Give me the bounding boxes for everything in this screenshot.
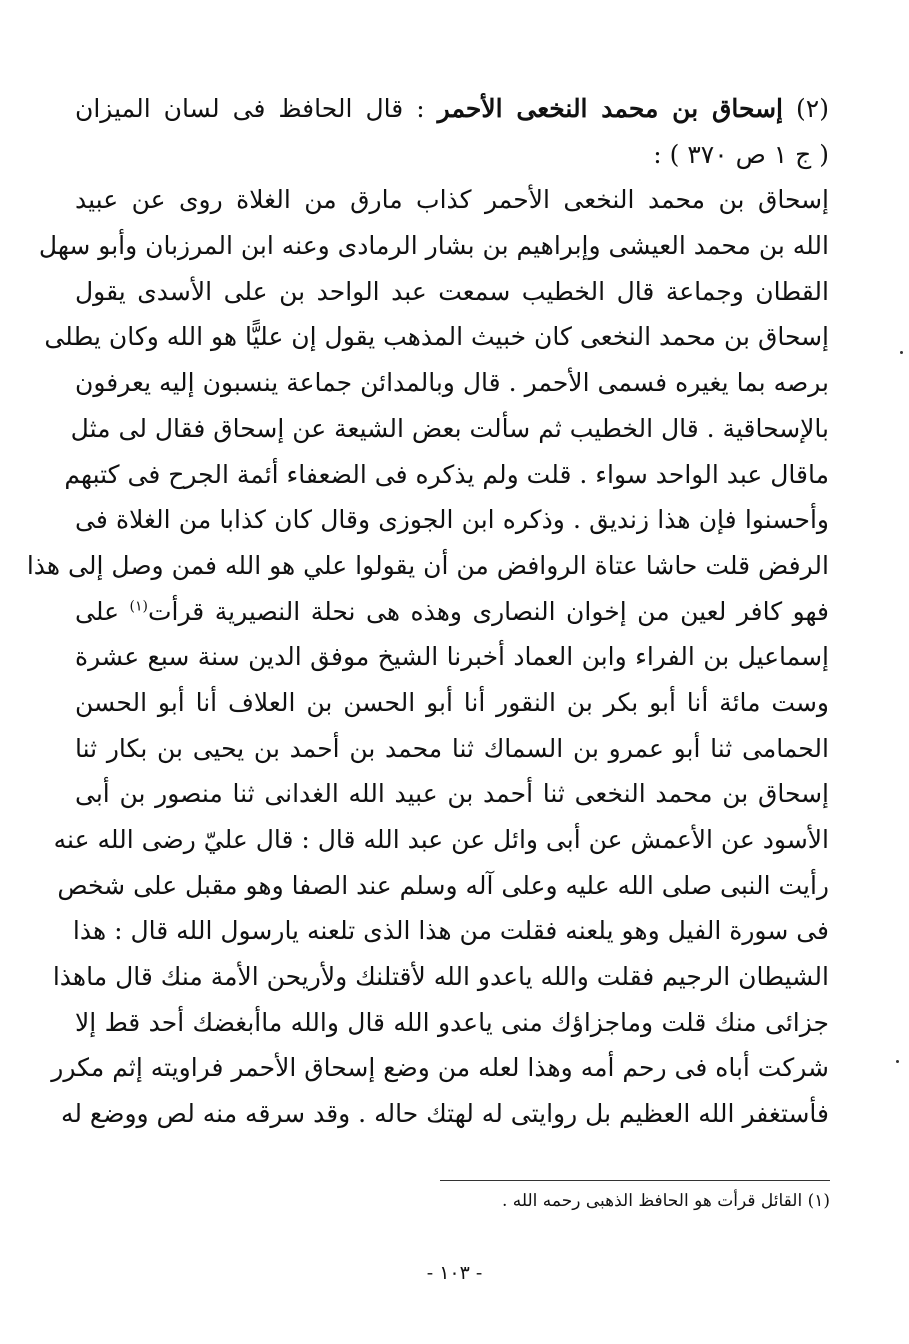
heading-number: (٢)	[796, 94, 829, 123]
footnote: (١) القائل قرأت هو الحافظ الذهبى رحمه الله .	[501, 1191, 830, 1211]
text-line: وست مائة أنا أبو بكر بن النقور أنا أبو الحسن بن العلاف أنا أبو الحسن	[75, 687, 829, 717]
text-line: شركت أباه فى رحم أمه وهذا لعله من وضع إسحاق الأحمر فراويته إثم مكرر	[51, 1053, 829, 1083]
scan-speck	[896, 1060, 899, 1063]
text-line: الشيطان الرجيم فقلت والله ياعدو الله لأقتلنك ولأريحن الأمة منك قال ماهذا	[52, 962, 829, 992]
text-line: برصه بما يغيره فسمى الأحمر . قال وبالمدائن جماعة ينسبون إليه يعرفون	[75, 368, 829, 398]
main-text	[26, 86, 829, 1137]
heading-rest: : قال الحافظ فى لسان الميزان	[75, 94, 425, 123]
text-line: جزائى منك قلت وماجزاؤك منى ياعدو الله قال والله ماأبغضك أحد قط إلا	[75, 1007, 829, 1037]
text-line: إسحاق بن محمد النخعى الأحمر كذاب مارق من الغلاة روى عن عبيد	[75, 185, 829, 215]
text-line: إسحاق بن محمد النخعى ثنا أحمد بن عبيد الله الغدانى ثنا منصور بن أبى	[75, 779, 829, 809]
text-line: الرفض قلت حاشا عتاة الروافض من أن يقولوا علي هو الله فمن وصل إلى هذا	[26, 550, 829, 580]
text-line: وأحسنوا فإن هذا زنديق . وذكره ابن الجوزى وقال كان كذابا من الغلاة فى	[75, 505, 829, 535]
text-line-with-footnote: فهو كافر لعين من إخوان النصارى وهذه هى نحلة النصيرية قرأت$^{(١)}$ على	[75, 596, 829, 626]
text-line: فى سورة الفيل وهو يلعنه فقلت من هذا الذى تلعنه يارسول الله قال : هذا	[72, 916, 829, 946]
heading-line	[75, 86, 829, 132]
text-line: إسماعيل بن الفراء وابن العماد أخبرنا الشيخ موفق الدين سنة سبع عشرة	[75, 642, 829, 672]
footnote-divider	[440, 1180, 830, 1181]
text-line: فأستغفر الله العظيم بل روايتى له لهتك حاله . وقد سرقه منه لص ووضع له	[60, 1099, 829, 1129]
text-line: رأيت النبى صلى الله عليه وعلى آله وسلم عند الصفا وهو مقبل على شخص	[57, 870, 829, 900]
text-line: إسحاق بن محمد النخعى كان خبيث المذهب يقول إن عليًّا هو الله وكان يطلى	[44, 322, 829, 352]
heading-name: إسحاق بن محمد النخعى الأحمر	[437, 94, 783, 123]
text-line: بالإسحاقية . قال الخطيب ثم سألت بعض الشيعة عن إسحاق فقال لى مثل	[70, 413, 829, 443]
text-line: القطان وجماعة قال الخطيب سمعت عبد الواحد بن على الأسدى يقول	[75, 276, 829, 306]
text-line: الأسود عن الأعمش عن أبى وائل عن عبد الله قال : قال عليّ رضى الله عنه	[53, 825, 829, 854]
text-line: ماقال عبد الواحد سواء . قلت ولم يذكره فى الضعفاء أئمة الجرح فى كتبهم	[64, 459, 829, 489]
text-line: الحمامى ثنا أبو عمرو بن السماك ثنا محمد بن أحمد بن يحيى بن بكار ثنا	[75, 733, 829, 763]
heading-reference: ( ج ١ ص ٣٧٠ ) :	[653, 139, 829, 169]
scan-speck	[900, 351, 903, 354]
text-line: الله بن محمد العيشى وإبراهيم بن بشار الرمادى وعنه ابن المرزبان وأبو سهل	[38, 231, 829, 261]
footnote-marker: (١)	[129, 598, 149, 615]
page-number: - ١٠٣ -	[426, 1262, 483, 1284]
